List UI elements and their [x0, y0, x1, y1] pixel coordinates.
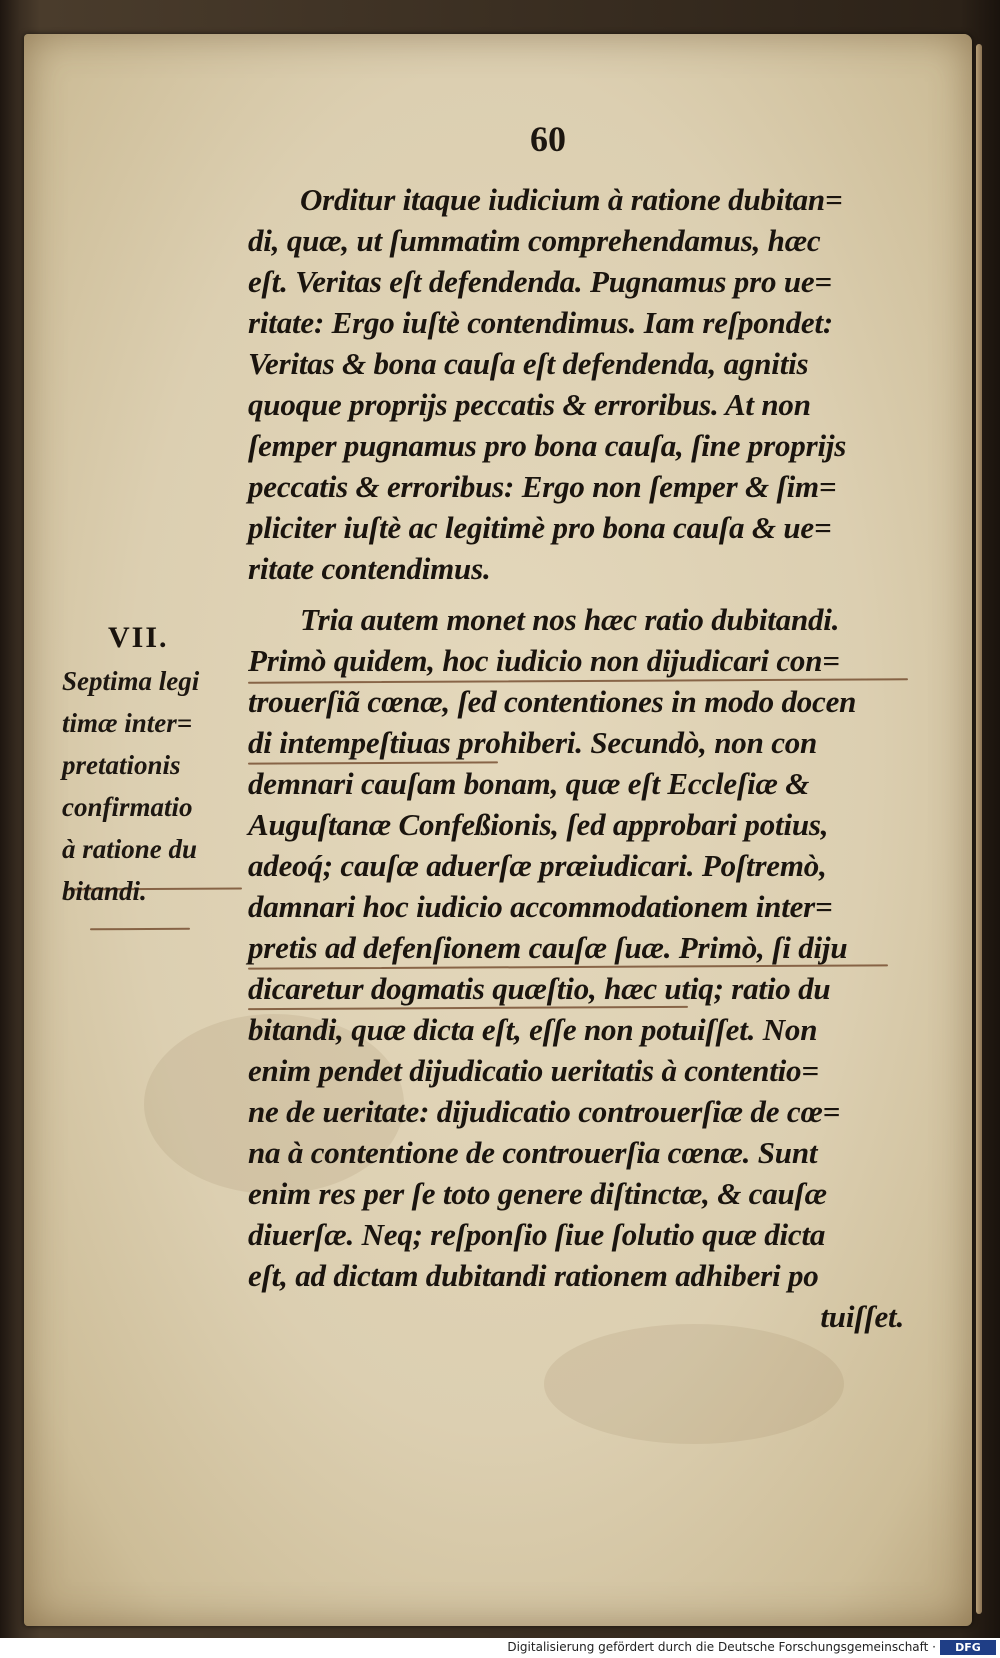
margin-note-line: Septima legi: [62, 666, 200, 696]
text-line: pretis ad defenſionem cauſæ ſuæ. Primò, ſi diju: [248, 930, 848, 965]
text-line: pliciter iuſtè ac legitimè pro bona cauſa & ue=: [248, 510, 832, 545]
text-line: enim pendet dijudicatio ueritatis à contentio=: [248, 1053, 819, 1088]
text-line: peccatis & erroribus: Ergo non ſemper & ſim=: [248, 469, 837, 504]
margin-note-line: confirmatio: [62, 792, 193, 822]
text-line: Veritas & bona cauſa eſt defendenda, agnitis: [248, 346, 809, 381]
margin-note-line: à ratione du: [62, 834, 198, 864]
text-line: tuiſſet.: [820, 1299, 904, 1334]
digitization-credit: Digitalisierung gefördert durch die Deutsche Forschungsgemeinschaft ·: [507, 1640, 936, 1654]
text-line: eſt, ad dictam dubitandi rationem adhiberi po: [248, 1258, 819, 1293]
text-line: dicaretur dogmatis quæſtio, hæc utiq; ratio du: [248, 971, 831, 1006]
text-line: Auguſtanæ Confeßionis, ſed approbari potius,: [248, 807, 829, 842]
text-line: diuerſæ. Neq; reſponſio ſiue ſolutio quæ dicta: [248, 1217, 826, 1252]
text-line: Primò quidem, hoc iudicio non dijudicari con=: [248, 643, 840, 678]
margin-note-line: pretationis: [62, 750, 181, 780]
text-line: di, quæ, ut ſummatim comprehendamus, hæc: [248, 223, 821, 258]
text-line: na à contentione de controuerſia cœnæ. Sunt: [248, 1135, 818, 1170]
text-line: quoque proprijs peccatis & erroribus. At non: [248, 387, 811, 422]
text-line: Orditur itaque iudicium à ratione dubitan=: [300, 182, 843, 217]
text-line: adeoq́; cauſæ aduerſæ præiudicari. Poſtremò,: [248, 848, 827, 883]
text-line: ſemper pugnamus pro bona cauſa, ſine proprijs: [248, 428, 847, 463]
dfg-logo: DFG: [940, 1640, 996, 1655]
text-line: demnari cauſam bonam, quæ eſt Eccleſiæ &: [248, 766, 810, 801]
text-line: ritate: Ergo iuſtè contendimus. Iam reſpondet:: [248, 305, 833, 340]
text-line: bitandi, quæ dicta eſt, eſſe non potuiſſet. Non: [248, 1012, 818, 1047]
text-line: ne de ueritate: dijudicatio controuerſiæ de cœ=: [248, 1094, 841, 1129]
text-line: ritate contendimus.: [248, 551, 491, 586]
margin-section-numeral: VII.: [108, 621, 169, 654]
text-line: trouerſiã cœnæ, ſed contentiones in modo docen: [248, 684, 857, 719]
text-line: Tria autem monet nos hæc ratio dubitandi.: [300, 602, 840, 637]
text-line: eſt. Veritas eſt defendenda. Pugnamus pro ue=: [248, 264, 832, 299]
margin-note-line: bitandi.: [62, 876, 147, 906]
text-line: di intempeſtiuas prohiberi. Secundò, non con: [248, 725, 818, 760]
margin-note-line: timæ inter=: [62, 708, 193, 738]
text-line: damnari hoc iudicio accommodationem inter=: [248, 889, 833, 924]
text-line: enim res per ſe toto genere diſtinctæ, & cauſæ: [248, 1176, 827, 1211]
page-number: 60: [530, 119, 566, 159]
